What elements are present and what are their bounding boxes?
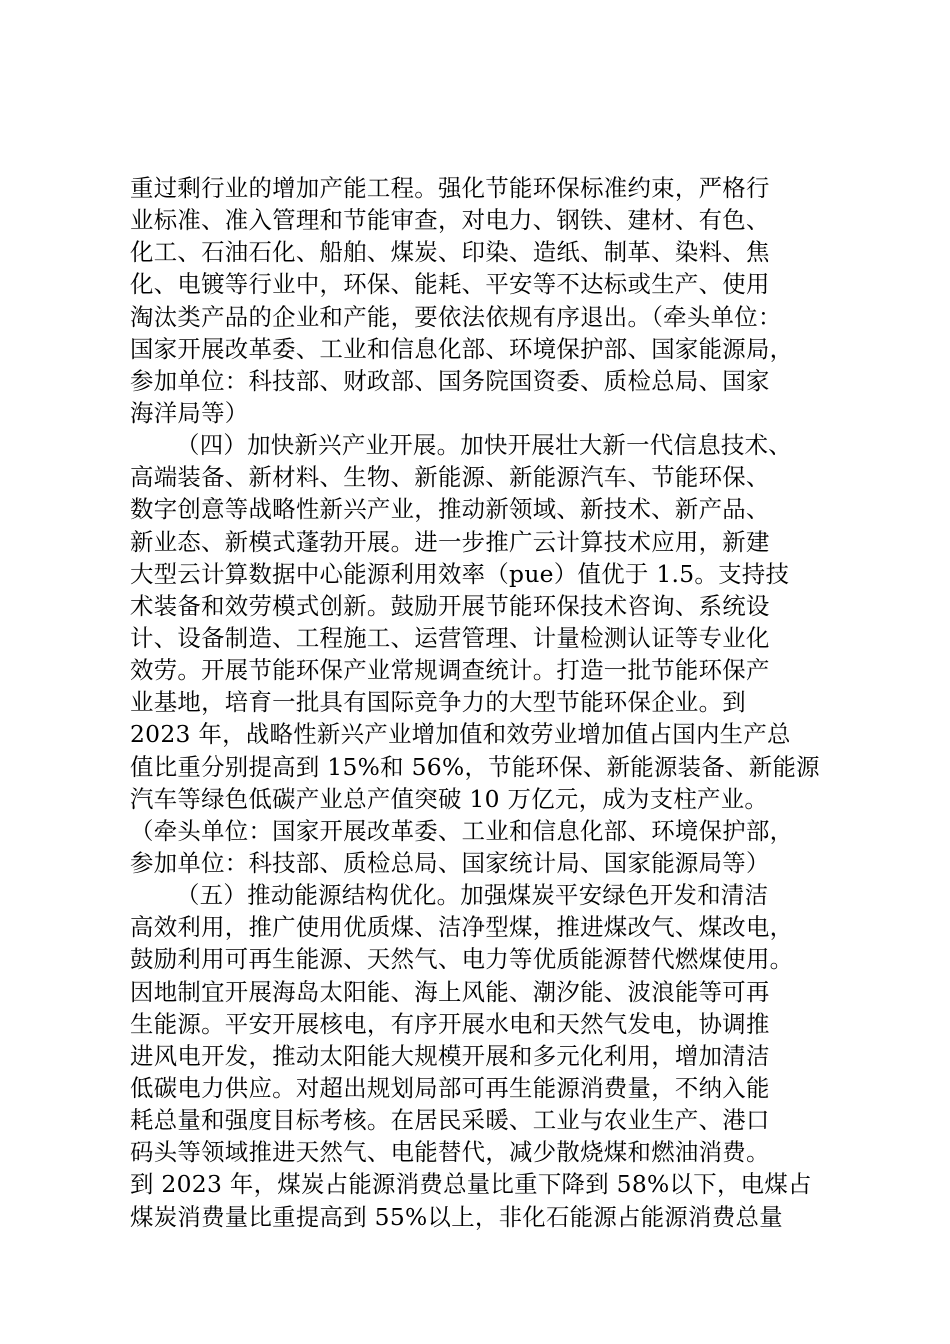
text-line: 效劳。开展节能环保产业常规调查统计。打造一批节能环保产 bbox=[130, 656, 770, 685]
text-line: 高端装备、新材料、生物、新能源、新能源汽车、节能环保、 bbox=[130, 463, 770, 492]
text-line: 参加单位：科技部、财政部、国务院国资委、质检总局、国家 bbox=[130, 366, 770, 395]
section-five-heading-line: （五）推动能源结构优化。加强煤炭平安绿色开发和清洁 bbox=[176, 881, 769, 910]
text-line: （牵头单位：国家开展改革委、工业和信息化部、环境保护部， bbox=[130, 816, 794, 845]
text-line: 化、电镀等行业中，环保、能耗、平安等不达标或生产、使用 bbox=[130, 270, 770, 299]
text-line: 生能源。平安开展核电，有序开展水电和天然气发电，协调推 bbox=[130, 1009, 770, 1038]
text-line: 进风电开发，推动太阳能大规模开展和多元化利用，增加清洁 bbox=[130, 1041, 770, 1070]
text-line: 业标准、准入管理和节能审查，对电力、钢铁、建材、有色、 bbox=[130, 206, 770, 235]
text-line: 到 2023 年，煤炭占能源消费总量比重下降到 58%以下，电煤占 bbox=[130, 1170, 812, 1199]
text-line: 化工、石油石化、船舶、煤炭、印染、造纸、制革、染料、焦 bbox=[130, 238, 770, 267]
section-four-heading-line: （四）加快新兴产业开展。加快开展壮大新一代信息技术、 bbox=[176, 431, 792, 460]
text-line: 2023 年，战略性新兴产业增加值和效劳业增加值占国内生产总 bbox=[130, 720, 791, 749]
text-line: 耗总量和强度目标考核。在居民采暖、工业与农业生产、港口 bbox=[130, 1106, 770, 1135]
text-line: 数字创意等战略性新兴产业，推动新领域、新技术、新产品、 bbox=[130, 495, 770, 524]
text-line: 国家开展改革委、工业和信息化部、环境保护部、国家能源局， bbox=[130, 334, 794, 363]
text-line: 计、设备制造、工程施工、运营管理、计量检测认证等专业化 bbox=[130, 623, 770, 652]
text-line: 汽车等绿色低碳产业总产值突破 10 万亿元，成为支柱产业。 bbox=[130, 784, 769, 813]
text-line: 参加单位：科技部、质检总局、国家统计局、国家能源局等） bbox=[130, 848, 770, 877]
body-text bbox=[130, 172, 830, 1233]
text-line: 低碳电力供应。对超出规划局部可再生能源消费量，不纳入能 bbox=[130, 1073, 770, 1102]
text-line: 高效利用，推广使用优质煤、洁净型煤，推进煤改气、煤改电， bbox=[130, 913, 794, 942]
text-line: 鼓励利用可再生能源、天然气、电力等优质能源替代燃煤使用。 bbox=[130, 945, 794, 974]
text-line: 淘汰类产品的企业和产能，要依法依规有序退出。（牵头单位： bbox=[130, 302, 782, 331]
text-line: 重过剩行业的增加产能工程。强化节能环保标准约束，严格行 bbox=[130, 174, 770, 202]
text-line: 煤炭消费量比重提高到 55%以上，非化石能源占能源消费总量 bbox=[130, 1202, 783, 1231]
text-line: 因地制宜开展海岛太阳能、海上风能、潮汐能、波浪能等可再 bbox=[130, 977, 770, 1006]
text-line: 大型云计算数据中心能源利用效率（pue）值优于 1.5。支持技 bbox=[130, 559, 790, 588]
text-line: 值比重分别提高到 15%和 56%，节能环保、新能源装备、新能源 bbox=[130, 752, 820, 781]
text-line: 术装备和效劳模式创新。鼓励开展节能环保技术咨询、系统设 bbox=[130, 591, 770, 620]
text-line: 新业态、新模式蓬勃开展。进一步推广云计算技术应用，新建 bbox=[130, 527, 770, 556]
text-line: 海洋局等） bbox=[130, 398, 249, 427]
text-line: 码头等领域推进天然气、电能替代，减少散烧煤和燃油消费。 bbox=[130, 1138, 770, 1167]
text-line: 业基地，培育一批具有国际竞争力的大型节能环保企业。到 bbox=[130, 688, 746, 717]
